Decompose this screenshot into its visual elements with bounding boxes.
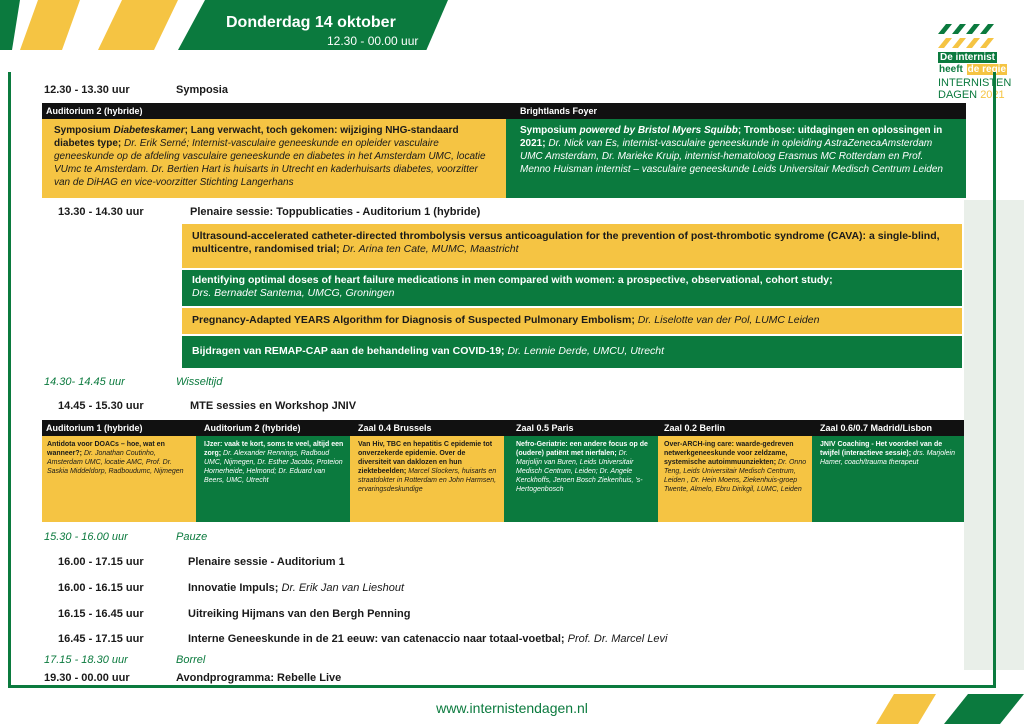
- logo-line-4-a: DAGEN: [938, 89, 981, 101]
- symposium-right-prefix: Symposium: [520, 125, 580, 136]
- logo-line-2-pre: heeft: [939, 64, 966, 75]
- logo-line-1: De internist: [940, 52, 996, 63]
- mte-session-1: [42, 436, 196, 522]
- symposium-left-speakers: Dr. Erik Serné; Internist-vasculaire geneeskunde en opleider vasculaire geneeskunde op de afdeling vasculaire geneeskunde en diabetes in het Amsterdam UMC, locatie VUmc te Amsterdam. Dr. Bertien Hart is huisarts in Utrecht en kaderhuisarts diabetes, voorzitter van de DiHAG en vice-voorzitter Stichting Langerhans: [54, 138, 486, 188]
- mte-room-header-1: Auditorium 1 (hybride): [42, 420, 196, 436]
- mte-room-header-5: Zaal 0.2 Berlin: [658, 420, 812, 436]
- mte-session-3-title: Van Hiv, TBC en hepatitis C epidemie tot onverzekerde epidemie. Over de diversiteit van daklozen en hun ziektebeelden;: [358, 441, 493, 475]
- logo-stripes-icon: [928, 20, 1008, 50]
- symposium-left-prefix: Symposium: [54, 125, 114, 136]
- mte-session-1-speaker: Dr. Jonathan Coutinho, Amsterdam UMC, locatie AMC, Prof. Dr. Saskia Middeldorp, Radboudumc, Nijmegen: [47, 450, 184, 475]
- symposium-diabeteskamer: [42, 119, 506, 198]
- symposium-right-speakers: Dr. Nick van Es, internist-vasculaire geneeskunde in opleiding AstraZenecaAmsterdam UMC Amsterdam, Dr. Marieke Kruip, internist-hematoloog Erasmus MC Rotterdam en Prof. Menno Huisman internist – vasculaire geneeskunde Leids Universitair Medisch Centrum Leiden: [520, 138, 943, 175]
- mte-room-header-3: Zaal 0.4 Brussels: [350, 420, 504, 436]
- plenary1-item-2-speaker: Drs. Bernadet Santema, UMCG, Groningen: [192, 287, 395, 299]
- mte-session-4-title: Nefro-Geriatrie: een andere focus op de (oudere) patiënt met nierfalen;: [516, 441, 648, 457]
- mte-session-3-speaker: Marcel Slockers, huisarts en straatdokter in Rotterdam en John Harmsen, ervaringsdeskundige: [358, 468, 497, 493]
- plenary2-row-2-title: [188, 582, 404, 594]
- mte-room-header-4: Zaal 0.5 Paris: [504, 420, 658, 436]
- avond-time: 19.30 - 00.00 uur: [44, 672, 130, 684]
- wissel-time: 14.30- 14.45 uur: [44, 376, 125, 388]
- plenary1-item-4-speaker: Dr. Lennie Derde, UMCU, Utrecht: [504, 345, 665, 357]
- mte-session-5-title: Over-ARCH-ing care: waarde-gedreven netwerkgeneeskunde voor zeldzame, systemische autoimmuunziekten;: [664, 441, 794, 466]
- footer-website-link[interactable]: www.internistendagen.nl: [436, 700, 588, 716]
- plenary2-row-4-speaker: Prof. Dr. Marcel Levi: [564, 633, 668, 645]
- mte-session-6: [812, 436, 964, 522]
- mte-session-4-speaker: Dr. Marjolijn van Buren, Leids Universitair Medisch Centrum, Leiden; Dr. Angele Kerckhoffs, Jeroen Bosch Ziekenhuis, 's-Hertogenbosch: [516, 450, 643, 493]
- logo-line-3: INTERNISTEN: [938, 77, 1012, 89]
- mte-session-1-title: Antidota voor DOACs – hoe, wat en wanneer?;: [47, 441, 165, 457]
- plenary2-row-3-title-text: Uitreiking Hijmans van den Bergh Penning: [188, 608, 411, 620]
- symposia-left-header: Auditorium 2 (hybride): [42, 103, 506, 119]
- symposium-left-name: Diabeteskamer: [113, 125, 185, 136]
- plenary2-row-4-time: 16.45 - 17.15 uur: [58, 633, 144, 645]
- symposia-right-header: Brightlands Foyer: [506, 103, 966, 119]
- plenary1-item-3: [182, 308, 962, 334]
- mte-session-4: [504, 436, 658, 522]
- mte-time: 14.45 - 15.30 uur: [58, 400, 144, 412]
- mte-session-2-title: IJzer: vaak te kort, soms te veel, altijd een zorg;: [204, 441, 344, 457]
- plenary2-row-2-time: 16.00 - 16.15 uur: [58, 582, 144, 594]
- plenary2-row-1-title-text: Plenaire sessie - Auditorium 1: [188, 556, 345, 568]
- plenary1-item-3-title: Pregnancy-Adapted YEARS Algorithm for Diagnosis of Suspected Pulmonary Embolism;: [192, 314, 635, 326]
- symposia-title: Symposia: [176, 84, 228, 96]
- borrel-label: Borrel: [176, 654, 206, 666]
- header-stripe-yellow-1: [20, 0, 80, 50]
- plenary1-item-4: [182, 336, 962, 368]
- plenary1-item-3-speaker: Dr. Liselotte van der Pol, LUMC Leiden: [634, 314, 820, 326]
- plenary2-row-4-title: [188, 633, 667, 645]
- mte-session-6-speaker: drs. Marjolein Hamer, coach/trauma therapeut: [820, 450, 956, 466]
- plenary2-row-1-time: 16.00 - 17.15 uur: [58, 556, 144, 568]
- plenary2-row-4-title-text: Interne Geneeskunde in de 21 eeuw: van catenaccio naar totaal-voetbal;: [188, 633, 565, 645]
- plenary2-row-3-time: 16.15 - 16.45 uur: [58, 608, 144, 620]
- mte-title: MTE sessies en Workshop JNIV: [190, 400, 357, 412]
- mte-session-3: [350, 436, 504, 522]
- plenary1-item-1: [182, 224, 962, 268]
- plenary2-row-2-title-text: Innovatie Impuls;: [188, 582, 279, 594]
- mte-room-header-6: Zaal 0.6/0.7 Madrid/Lisbon: [812, 420, 964, 436]
- logo-line-4-b: 2021: [980, 89, 1005, 101]
- plenary2-row-3-title: [188, 608, 410, 620]
- plenary2-row-2-speaker: Dr. Erik Jan van Lieshout: [278, 582, 405, 594]
- plenary1-item-2: [182, 270, 962, 306]
- mte-session-5: [658, 436, 812, 522]
- symposium-trombose: [506, 119, 966, 198]
- plenary1-item-4-title: Bijdragen van REMAP-CAP aan de behandeling van COVID-19;: [192, 345, 505, 357]
- mte-session-5-speaker: Dr. Onno Teng, Leids Universitair Medisch Centrum, Leiden , Dr. Hein Moens, Ziekenhuis-groep Twente, Almelo, Ebru Dirikgil, LUMC, Leiden: [664, 459, 807, 493]
- plenary1-item-1-speaker: Dr. Arina ten Cate, MUMC, Maastricht: [339, 243, 519, 255]
- pauze-label: Pauze: [176, 531, 208, 543]
- header-date: Donderdag 14 oktober: [226, 14, 396, 31]
- mte-session-2-speaker: Dr. Alexander Rennings, Radboud UMC, Nijmegen, Dr. Esther Jacobs, Proteion Hornerheide, Helmond; Dr. Eduard van Beers, UMC, Utrecht: [204, 450, 343, 484]
- plenary2-row-1-title: [188, 556, 345, 568]
- symposia-time: 12.30 - 13.30 uur: [44, 84, 130, 96]
- symposium-right-title: ; Trombose: uitdagingen en oplossingen in 2021;: [520, 125, 943, 149]
- header-stripe-green-1: [0, 0, 20, 50]
- mte-session-2: [196, 436, 350, 522]
- borrel-time: 17.15 - 18.30 uur: [44, 654, 128, 666]
- wissel-label: Wisseltijd: [176, 376, 223, 388]
- plenary1-time: 13.30 - 14.30 uur: [58, 206, 144, 218]
- symposium-right-sponsor: powered by Bristol Myers Squibb: [579, 125, 738, 136]
- header-stripe-yellow-2: [98, 0, 178, 50]
- mte-session-6-title: JNIV Coaching - Het voordeel van de twijfel (interactieve sessie);: [820, 441, 943, 457]
- plenary1-title: Plenaire sessie: Toppublicaties - Auditorium 1 (hybride): [190, 206, 481, 218]
- pauze-time: 15.30 - 16.00 uur: [44, 531, 128, 543]
- symposium-left-title: ; Lang verwacht, toch gekomen: wijziging NHG-standaard diabetes type;: [54, 125, 459, 149]
- header-time: 12.30 - 00.00 uur: [327, 34, 419, 48]
- mte-room-header-2: Auditorium 2 (hybride): [196, 420, 350, 436]
- plenary1-item-1-title: Ultrasound-accelerated catheter-directed thrombolysis versus anticoagulation for the prevention of post-thrombotic syndrome (CAVA): a single-blind, multicentre, randomised trial;: [192, 230, 940, 255]
- logo-line-2-highlight: de regie: [967, 64, 1007, 75]
- avond-title: Avondprogramma: Rebelle Live: [176, 672, 342, 684]
- plenary1-item-2-title: Identifying optimal doses of heart failure medications in men compared with women: a prospective, observational, cohort study;: [192, 274, 833, 286]
